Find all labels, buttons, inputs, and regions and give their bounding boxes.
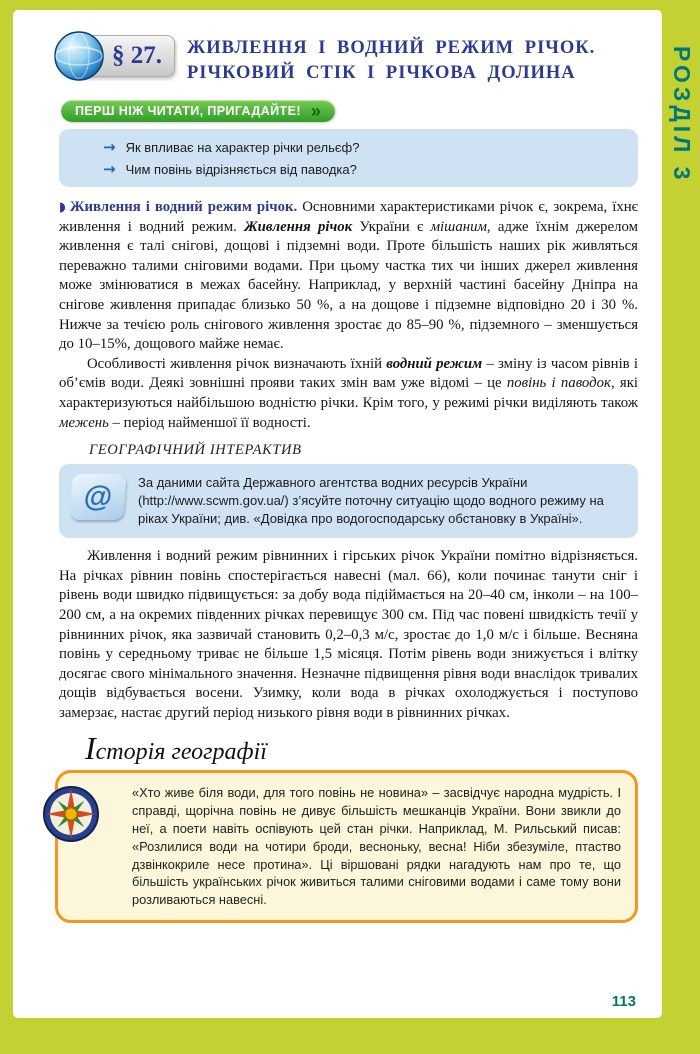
paragraph-bullet-icon: ◗: [59, 200, 66, 215]
term-mezhen: межень: [59, 414, 109, 431]
paragraph-text: , адже їхнім джерелом живлення є талі снігові, дощові і підземні води. Проте більшість наших рік живляться переважно талими сніговими водами. При цьому частка тих чи інших джерел живлення може змінюватися в межах басейну. Наприклад, у верхній частині басейну Дніпра на снігове живлення припадає близько 50 %, а на дощове і підземне відповідно 20 і 30 %. Нижче за течією роль снігового живлення зростає до 85–90 %, підземного – зменшується до 10–15%, дощового майже немає.: [59, 218, 638, 353]
question-text: Як впливає на характер річки рельєф?: [125, 140, 360, 155]
question-row: [75, 136, 622, 158]
term-zhyvlennya: Живлення річок: [244, 218, 353, 235]
banner-chevron-icon: »: [310, 101, 322, 121]
term-mishanym: мішаним: [430, 218, 487, 235]
question-arrow-icon: →: [103, 138, 116, 156]
paragraph-text: , які характеризуються найбільшою водністю річки. Крім того, у режимі річки виділяють також: [59, 375, 639, 411]
page-title-line2: РІЧКОВИЙ СТІК І РІЧКОВА ДОЛИНА: [187, 63, 576, 83]
interactive-text: За даними сайта Державного агентства водних ресурсів України (http://www.scwm.gov.ua/) з’ясуйте поточну ситуацію щодо водного режиму на ріках України; див. «Довідка про водогосподарську обстановку в Україні».: [138, 475, 604, 527]
paragraph-text: Особливості живлення річок визначають їхній: [87, 355, 387, 372]
term-povin-pavodok: повінь і паводок: [506, 375, 611, 392]
paragraph-text: – зміну із часом рівнів і об’ємів води. Деякі зовнішні прояви таких змін вам уже відомі – це: [59, 355, 638, 392]
textbook-page: [13, 10, 662, 1018]
page-number: 113: [611, 993, 636, 1010]
question-arrow-icon: →: [103, 160, 116, 178]
lesson-number: § 27.: [112, 42, 162, 69]
interactive-heading: ГЕОГРАФІЧНИЙ ІНТЕРАКТИВ: [89, 442, 302, 459]
paragraph-text: Основними характеристиками річок є, зокрема, їхнє живлення і водний режим.: [59, 199, 638, 235]
body-paragraph-1: [59, 198, 638, 355]
page-title: [175, 30, 595, 86]
lesson-badge: [53, 30, 175, 82]
at-sign-icon: @: [69, 474, 126, 520]
history-text: «Хто живе біля води, для того повінь не новина» – засвідчує народна мудрість. І справді, щорічна повінь не дивує більшість мешканців України. Вони звикли до неї, а поети навіть оспівують цей стан річки. Наприклад, М. Рильський писав: «Розлилися води на чотири броди, весноньку, весна! Ніби збезуміле, птаство дзвінкокриле несе протина». Ці віршовані рядки нагадують нам про те, що більшість українських річок живиться талими сніговими водами і саме тому вони розливаються навесні.: [132, 785, 621, 908]
recall-questions-box: [59, 129, 638, 187]
history-box: [55, 770, 638, 923]
section-tab: РОЗДІЛ 3: [669, 46, 695, 184]
paragraph-text: України є: [352, 218, 431, 235]
globe-icon: [53, 30, 105, 82]
compass-rose-icon: [42, 785, 100, 843]
history-heading: Історія географії: [85, 730, 267, 767]
page-header: [59, 30, 638, 86]
paragraph-lead: Живлення і водний режим річок.: [69, 199, 298, 215]
paragraph-text: – період найменшої її водності.: [108, 414, 311, 431]
page-title-line1: ЖИВЛЕННЯ І ВОДНИЙ РЕЖИМ РІЧОК.: [187, 38, 596, 58]
recall-banner: [61, 100, 335, 122]
body-paragraph-2: [59, 355, 638, 433]
question-row: [75, 158, 622, 180]
term-vodnyi-rezhym: водний режим: [386, 355, 483, 372]
recall-banner-label: ПЕРШ НІЖ ЧИТАТИ, ПРИГАДАЙТЕ!: [75, 104, 301, 118]
interactive-box: [59, 464, 638, 538]
question-text: Чим повінь відрізняється від паводка?: [125, 162, 357, 177]
body-paragraph-3: Живлення і водний режим рівнинних і гірських річок України помітно відрізняється. На річках рівнин повінь спостерігається навесні (мал. 66), коли починає танути сніг і рівень води швидко підвищується: за добу вода підіймається на 20–40 см, інколи – на 100–200 см, а на окремих південних річках перевищує 300 см. Під час повені швидкість течії у рівнинних річок, яка зазвичай становить 0,2–0,3 м/с, зростає до 1,0 м/с і більше. Весняна повінь у середньому триває не більше 1,5 місяця. Потім рівень води знижується і влітку досягає свого мінімального значення. Незначне підвищення рівня води внаслідок тривалих дощів відбувається восени. Узимку, коли вода в річках охолоджується і поступово замерзає, настає другий період низького рівня води в рівнинних річках.: [59, 548, 638, 721]
